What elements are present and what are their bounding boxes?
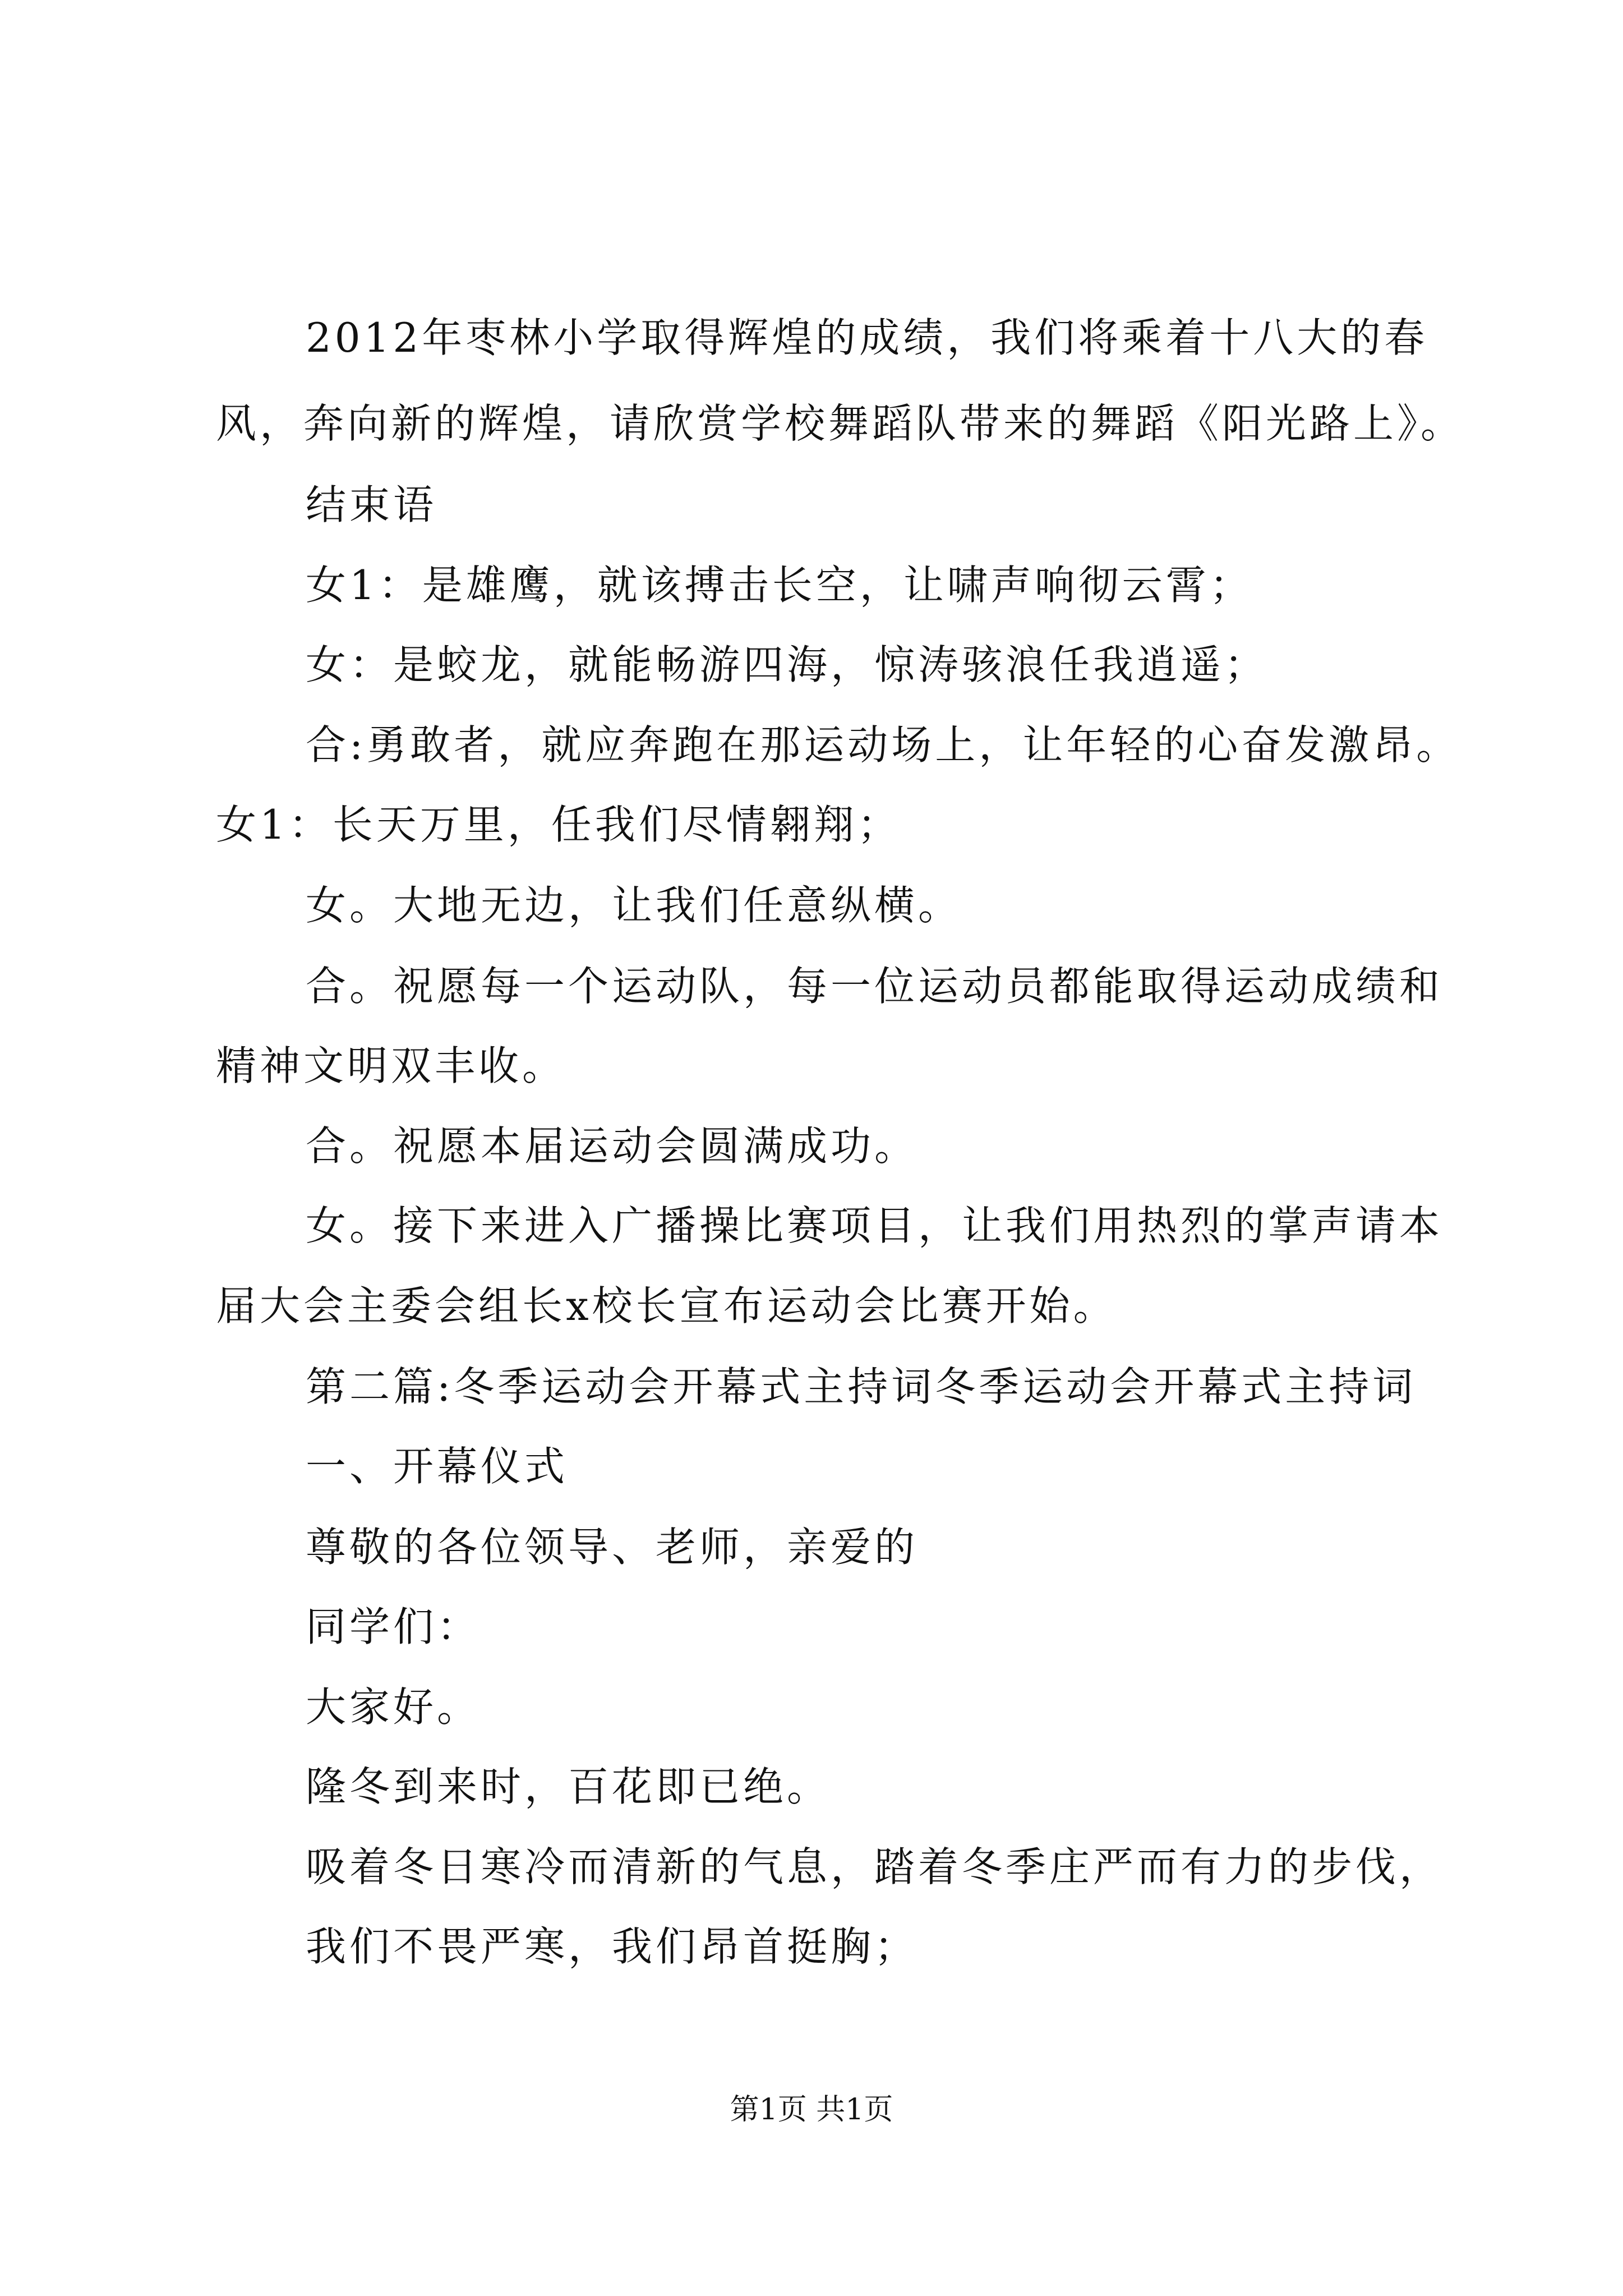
body-text-line: 我们不畏严寒，我们昂首挺胸；: [306, 1923, 919, 1970]
body-text-line: 女：是蛟龙，就能畅游四海，惊涛骇浪任我逍遥；: [306, 641, 1269, 688]
body-text-line: 大家好。: [306, 1683, 481, 1731]
body-text-line: 一、开幕仪式: [306, 1443, 569, 1490]
body-text-line: 同学们：: [306, 1603, 481, 1650]
body-text-line: 女。接下来进入广播操比赛项目，让我们用热烈的掌声请本: [306, 1202, 1444, 1249]
body-text-line: 合。祝愿本届运动会圆满成功。: [306, 1122, 919, 1170]
body-text-line: 精神文明双丰收。: [216, 1042, 566, 1089]
body-text-line: 尊敬的各位领导、老师，亲爱的: [306, 1524, 919, 1571]
body-text-line: 合:勇敢者，就应奔跑在那运动场上，让年轻的心奋发激昂。: [306, 721, 1460, 769]
body-text-line: 女。大地无边，让我们任意纵横。: [306, 882, 962, 929]
body-text-line: 2012年枣林小学取得辉煌的成绩，我们将乘着十八大的春: [306, 314, 1428, 361]
section-heading: 结束语: [306, 481, 437, 528]
page-number-footer: 第1页 共1页: [730, 2093, 893, 2127]
body-text-line: 合。祝愿每一个运动队，每一位运动员都能取得运动成绩和: [306, 963, 1444, 1010]
section-heading: 第二篇:冬季运动会开幕式主持词冬季运动会开幕式主持词: [306, 1363, 1417, 1410]
body-text-line: 隆冬到来时，百花即已绝。: [306, 1763, 831, 1810]
body-text-line: 女1：长天万里，任我们尽情翱翔；: [216, 801, 901, 848]
body-text-line: 女1：是雄鹰，就该搏击长空，让啸声响彻云霄；: [306, 562, 1253, 609]
body-text-line: 届大会主委会组长x校长宣布运动会比赛开始。: [216, 1282, 1117, 1329]
body-text-line: 吸着冬日寒冷而清新的气息，踏着冬季庄严而有力的步伐，: [306, 1843, 1444, 1890]
body-text-line: 风，奔向新的辉煌，请欣赏学校舞蹈队带来的舞蹈《阳光路上》。: [216, 400, 1465, 447]
